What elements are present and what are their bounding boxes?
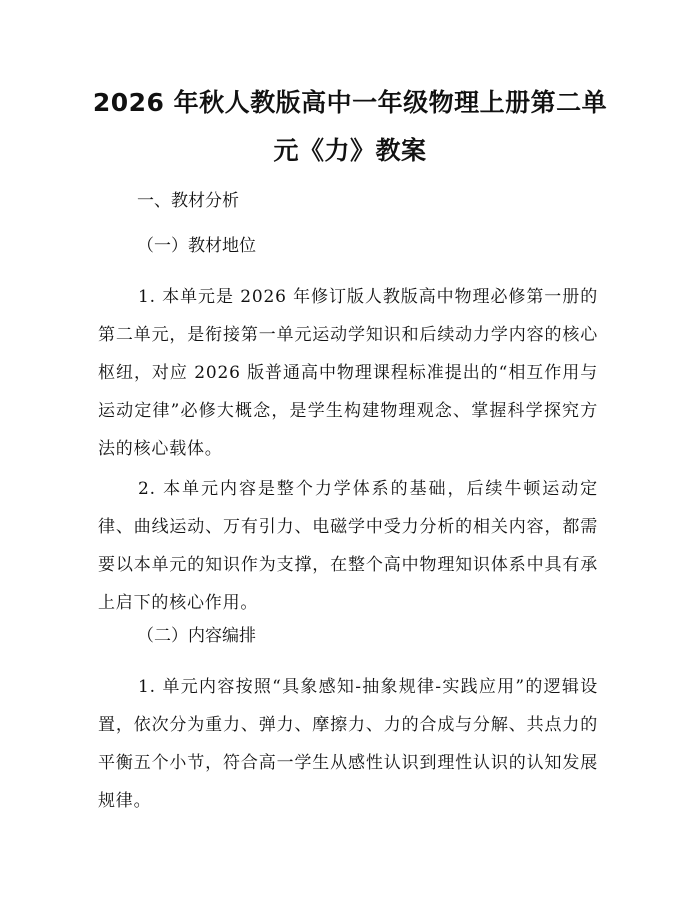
section-heading-textbook-analysis: 一、教材分析 (137, 191, 239, 211)
document-title-line-1: 2026 年秋人教版高中一年级物理上册第二单 (92, 88, 608, 117)
subsection-heading-textbook-position: （一）教材地位 (137, 236, 256, 256)
subsection-heading-content-arrangement: （二）内容编排 (137, 626, 256, 646)
paragraph-unit-foundation: 2. 本单元内容是整个力学体系的基础，后续牛顿运动定律、曲线运动、万有引力、电磁学中受力分析的相关内容，都需要以本单元的知识作为支撑，在整个高中物理知识体系中具有承上启下的核心作用。 (98, 479, 598, 613)
paragraph-content-logic: 1. 单元内容按照“具象感知-抽象规律-实践应用”的逻辑设置，依次分为重力、弹力、摩擦力、力的合成与分解、共点力的平衡五个小节，符合高一学生从感性认识到理性认识的认知发展规律。 (98, 677, 598, 811)
document-title-line-2: 元《力》教案 (273, 136, 427, 165)
paragraph-unit-position: 1. 本单元是 2026 年修订版人教版高中物理必修第一册的第二单元，是衔接第一单元运动学知识和后续动力学内容的核心枢纽，对应 2026 版普通高中物理课程标准提出的“相互作用与运动定律”必修大概念，是学生构建物理观念、掌握科学探究方法的核心载体。 (98, 287, 598, 459)
